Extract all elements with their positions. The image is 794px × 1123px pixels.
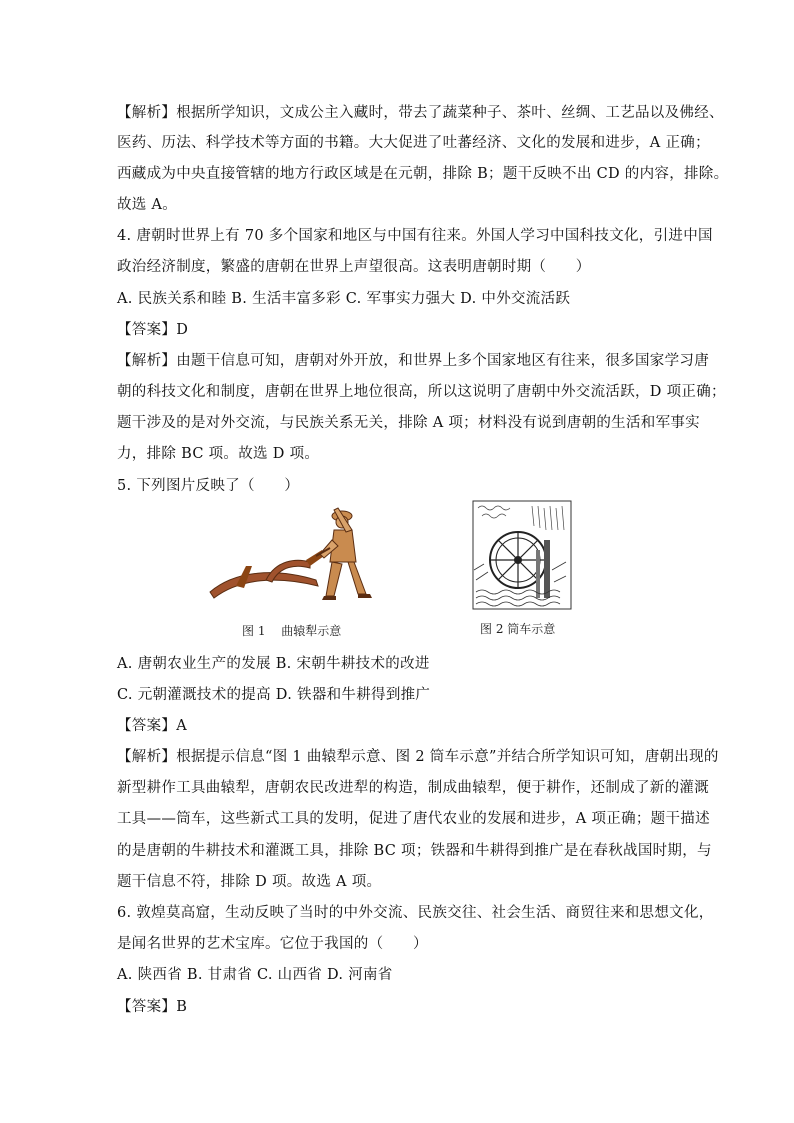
question-5-options-1: A. 唐朝农业生产的发展 B. 宋朝牛耕技术的改进 [117,656,430,672]
question-4-analysis-4: 力，排除 BC 项。故选 D 项。 [117,446,320,462]
question-5-analysis-3: 工具——筒车，这些新式工具的发明，促进了唐代农业的发展和进步，A 项正确；题干描述 [117,811,710,827]
question-4-stem-1: 4. 唐朝时世界上有 70 多个国家和地区与中国有往来。外国人学习中国科技文化，引进中国 [117,228,713,244]
water-wheel-illustration [472,500,572,610]
question-5-analysis-5: 题干信息不符，排除 D 项。故选 A 项。 [117,874,382,890]
question-5-analysis-4: 的是唐朝的牛耕技术和灌溉工具，排除 BC 项；铁器和牛耕得到推广是在春秋战国时期，与 [117,843,712,859]
question-5-analysis-1: 【解析】根据提示信息“图 1 曲辕犁示意、图 2 筒车示意”并结合所学知识可知，唐朝出现的 [117,749,719,765]
figure-1-caption: 图 1 曲辕犁示意 [242,624,342,638]
question-4-options: A. 民族关系和睦 B. 生活丰富多彩 C. 军事实力强大 D. 中外交流活跃 [117,291,571,307]
question-5-figures [200,498,600,648]
question-6-stem-2: 是闻名世界的艺术宝库。它位于我国的（ ） [117,936,428,952]
figure-2-caption: 图 2 筒车示意 [480,622,556,636]
question-5-answer: 【答案】A [117,718,187,734]
question-5-stem: 5. 下列图片反映了（ ） [117,478,300,494]
curved-plow-illustration [206,500,386,610]
question-4-analysis-2: 朝的科技文化和制度，唐朝在世界上地位很高，所以这说明了唐朝中外交流活跃，D 项正确； [117,384,726,400]
analysis-line-4: 故选 A。 [117,197,178,213]
question-6-stem-1: 6. 敦煌莫高窟，生动反映了当时的中外交流、民族交往、社会生活、商贸往来和思想文化， [117,905,714,921]
question-6-answer: 【答案】B [117,999,188,1015]
analysis-line-3: 西藏成为中央直接管辖的地方行政区域是在元朝，排除 B；题干反映不出 CD 的内容，排除。 [117,166,729,182]
question-4-stem-2: 政治经济制度，繁盛的唐朝在世界上声望很高。这表明唐朝时期（ ） [117,259,591,275]
question-4-answer: 【答案】D [117,322,189,338]
question-4-analysis-1: 【解析】由题干信息可知，唐朝对外开放，和世界上多个国家地区有往来，很多国家学习唐 [117,353,709,369]
question-5-analysis-2: 新型耕作工具曲辕犁，唐朝农民改进犁的构造，制成曲辕犁，便于耕作，还制成了新的灌溉 [117,780,709,796]
question-4-analysis-3: 题干涉及的是对外交流，与民族关系无关，排除 A 项；材料没有说到唐朝的生活和军事实 [117,415,700,431]
analysis-line-1: 【解析】根据所学知识，文成公主入藏时，带去了蔬菜种子、茶叶、丝绸、工艺品以及佛经、 [117,105,724,121]
analysis-line-2: 医药、历法、科学技术等方面的书籍。大大促进了吐蕃经济、文化的发展和进步，A 正确； [117,135,710,151]
question-6-options: A. 陕西省 B. 甘肃省 C. 山西省 D. 河南省 [117,967,393,983]
question-5-options-2: C. 元朝灌溉技术的提高 D. 铁器和牛耕得到推广 [117,687,431,703]
